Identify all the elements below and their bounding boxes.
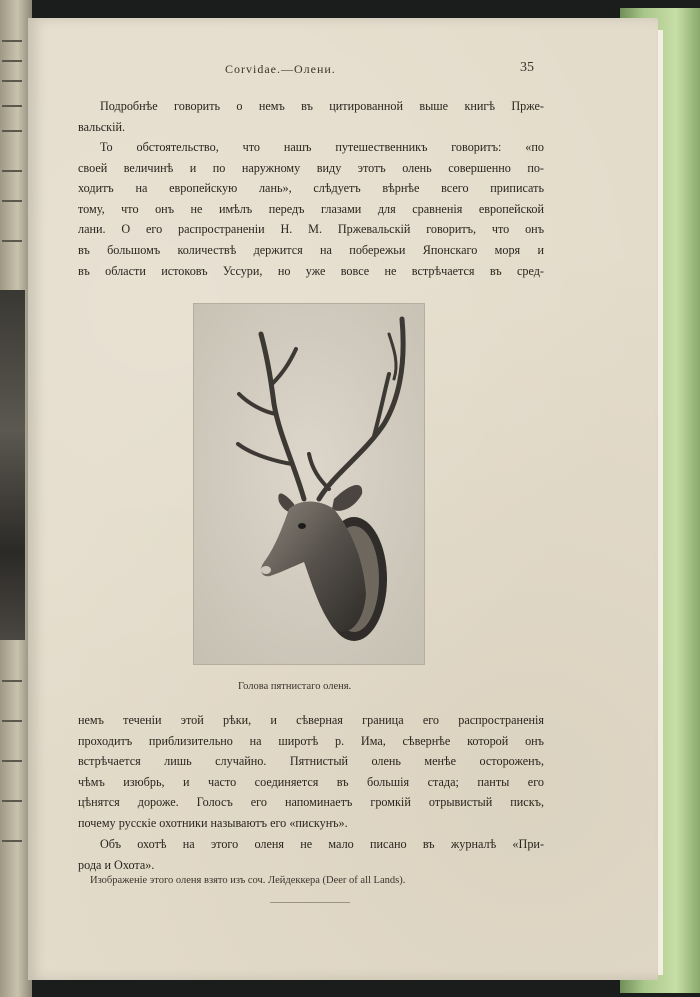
left-page-plate-image xyxy=(0,290,25,640)
paragraph-1 xyxy=(78,96,544,137)
running-title: Corvidae.—Олени. xyxy=(225,62,336,76)
paragraph-2 xyxy=(78,137,544,281)
text-line: своей величинѣ и по наружному виду этотъ олень совершенно по- xyxy=(78,160,544,175)
text-line: То обстоятельство, что нашъ путешественникъ говоритъ: «по xyxy=(100,140,544,154)
text-line: лани. О его распространеніи Н. М. Пржевальскій говоритъ, что онъ xyxy=(78,222,544,237)
paragraph-3 xyxy=(78,710,544,834)
text-line: въ области истоковъ Уссури, но уже вовсе не встрѣчается въ сред- xyxy=(78,263,544,278)
figure-caption: Голова пятнистаго оленя. xyxy=(238,681,352,692)
text-line: чѣмъ изюбрь, и часто соединяется въ большія стада; панты его xyxy=(78,774,544,789)
text-line: рода и Охота». xyxy=(78,857,155,872)
text-line: Подробнѣе говорить о немъ въ цитированной выше книгѣ Прже- xyxy=(100,99,544,113)
deer-head-icon xyxy=(194,304,424,664)
text-line: встрѣчается лишь случайно. Пятнистый олень менѣе остороженъ, xyxy=(78,754,544,769)
text-line: Объ охотѣ на этого оленя не мало писано въ журналѣ «При- xyxy=(100,837,544,851)
text-line: немъ теченіи этой рѣки, и сѣверная граница его распространенія xyxy=(78,713,544,727)
text-line: проходитъ приблизительно на широтѣ р. Има, сѣвернѣе которой онъ xyxy=(78,733,544,748)
deer-head-illustration xyxy=(193,303,425,665)
text-line: ходитъ на европейскую лань», слѣдуетъ вѣрнѣе всего приписать xyxy=(78,181,544,196)
text-line: тому, что онъ не имѣлъ передъ глазами для сравненія европейской xyxy=(78,201,544,216)
text-line: въ большомъ количествѣ держится на побережьи Японскаго моря и xyxy=(78,242,544,257)
footnote-divider xyxy=(270,902,350,903)
text-line: цѣнятся дороже. Голосъ его напоминаетъ громкій отрывистый пискъ, xyxy=(78,795,544,810)
text-line: вальскій. xyxy=(78,119,126,134)
footnote: Изображеніе этого оленя взято изъ соч. Лейдеккера (Deer of all Lands). xyxy=(90,875,406,886)
paragraph-4 xyxy=(78,834,544,875)
text-line: почему русскіе охотники называютъ его «пискунъ». xyxy=(78,815,348,830)
page-number: 35 xyxy=(520,60,534,75)
